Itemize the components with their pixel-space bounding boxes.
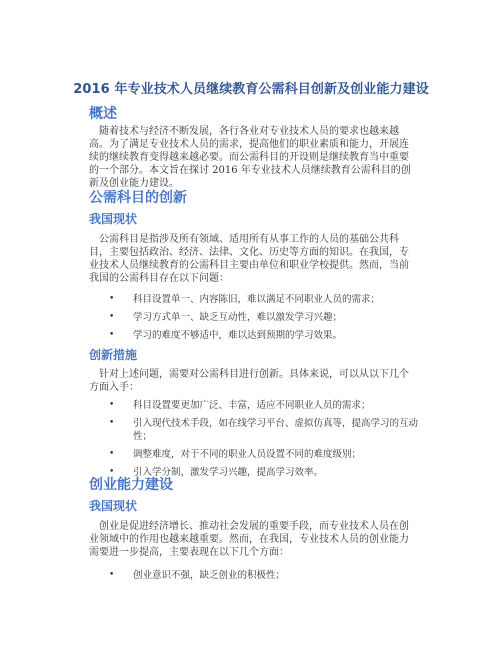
bullet-icon: • [109, 400, 115, 410]
list-item: • 学习的难度不够适中，难以达到预期的学习效果。 [109, 330, 343, 341]
innovation-status-heading: 我国现状 [89, 212, 138, 226]
innovation-status-list [109, 293, 421, 347]
list-item: • 科目设置要更加广泛、丰富，适应不同职业人员的需求； [109, 400, 371, 411]
document-title: 2016 年专业技术人员继续教育公需科目创新及创业能力建设 [73, 82, 429, 97]
bullet-icon: • [109, 294, 115, 304]
innovation-heading: 公需科目的创新 [89, 190, 187, 206]
innovation-measures-paragraph: 针对上述问题，需要对公需科目进行创新。具体来说，可以从以下几个方面入手： [89, 369, 409, 393]
entrepreneurship-status-paragraph: 创业是促进经济增长、推动社会发展的重要手段，而专业技术人员在创业领域中的作用也越来越重要。然而，在我国，专业技术人员的创业能力需要进一步提高，主要表现在以下几个方面： [89, 521, 409, 558]
list-item: • 引入现代技术手段，如在线学习平台、虚拟仿真等，提高学习的互动性； [109, 418, 419, 442]
entrepreneurship-status-list [109, 569, 421, 587]
bullet-icon: • [109, 312, 115, 322]
list-item: • 学习方式单一、缺乏互动性，难以激发学习兴趣； [109, 312, 343, 323]
bullet-icon: • [109, 449, 115, 459]
bullet-icon: • [109, 570, 115, 580]
innovation-measures-heading: 创新措施 [89, 348, 138, 362]
bullet-icon: • [109, 418, 115, 428]
list-item: • 引入学分制，激发学习兴趣，提高学习效率。 [109, 467, 324, 478]
list-item: • 创业意识不强，缺乏创业的积极性； [109, 570, 286, 581]
list-item: • 调整难度，对于不同的职业人员设置不同的难度级别； [109, 449, 362, 460]
entrepreneurship-status-heading: 我国现状 [89, 499, 138, 513]
innovation-measures-list [109, 399, 421, 484]
overview-paragraph: 随着技术与经济不断发展，各行各业对专业技术人员的要求也越来越高。为了满足专业技术人员的需求，提高他们的职业素质和能力，开展连续的继续教育变得越来越必要。而公需科目的开设则是继续教育当中重要的一个部分。本文旨在探讨 2016 年专业技术人员继续教育公需科目的创新及创业能力建设。 [89, 126, 411, 189]
entrepreneurship-heading: 创业能力建设 [89, 477, 173, 493]
overview-heading: 概述 [89, 106, 117, 122]
bullet-icon: • [109, 330, 115, 340]
innovation-status-paragraph: 公需科目是指涉及所有领域、适用所有从事工作的人员的基础公共科目，主要包括政治、经济、法律、文化、历史等方面的知识。在我国，专业技术人员继续教育的公需科目主要由单位和职业学校提供。然而，当前我国的公需科目存在以下问题： [89, 234, 409, 284]
list-item: • 科目设置单一、内容陈旧，难以满足不同职业人员的需求； [109, 294, 381, 305]
bullet-icon: • [109, 467, 115, 477]
